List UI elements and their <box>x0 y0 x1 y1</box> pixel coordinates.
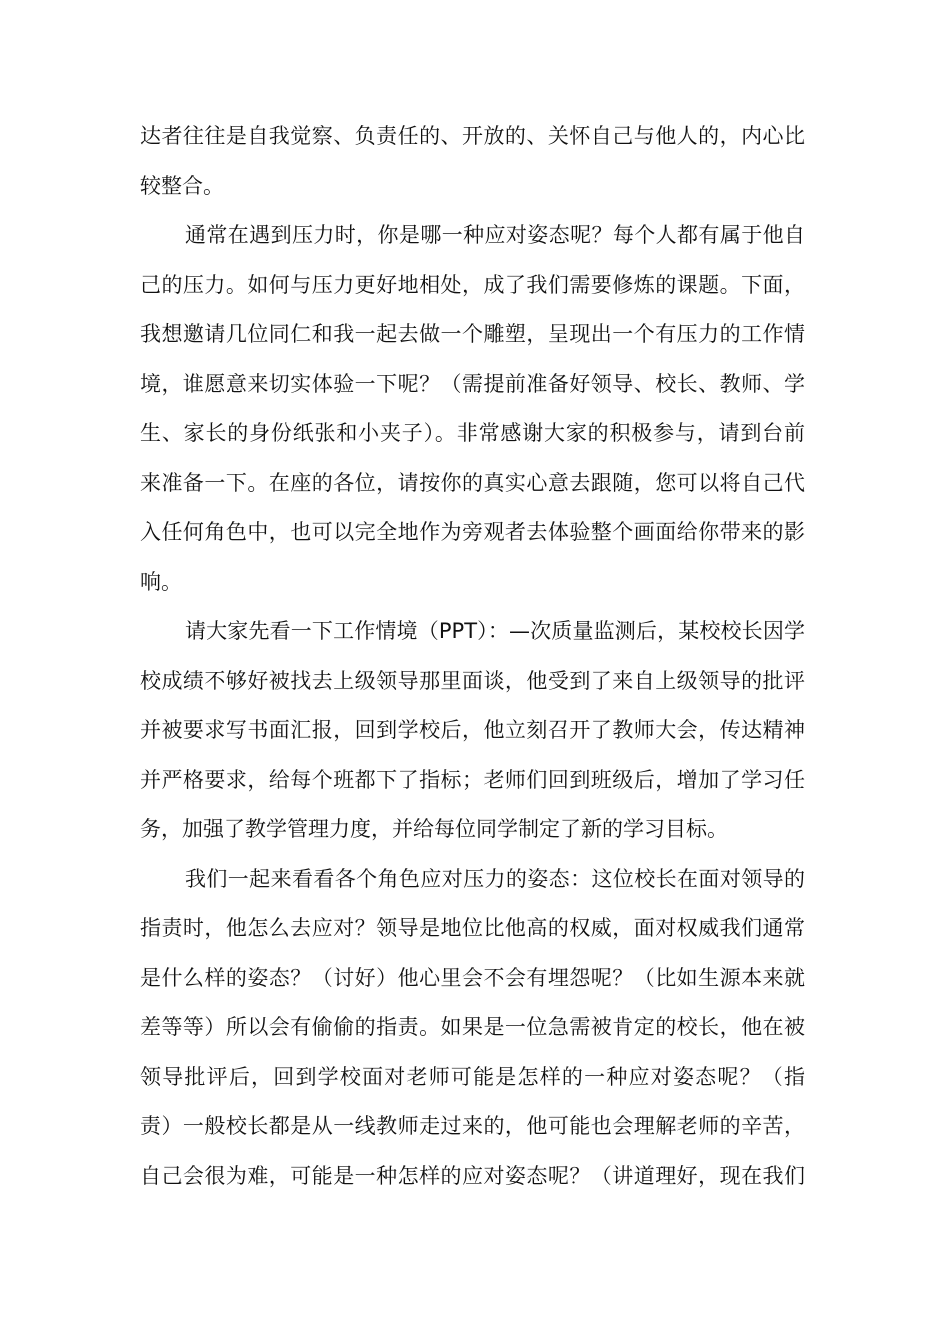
text-line: 来准备一下。在座的各位，请按你的真实心意去跟随，您可以将自己代 <box>140 470 805 495</box>
text-line: 达者往往是自我觉察、负责任的、开放的、关怀自己与他人的，内心比 <box>140 124 805 148</box>
text-line: 通常在遇到压力时，你是哪一种应对姿态呢？每个人都有属于他自 <box>185 223 805 247</box>
text-line: 响。 <box>140 569 182 594</box>
text-line: 领导批评后，回到学校面对老师可能是怎样的一种应对姿态呢？（指 <box>140 1064 805 1089</box>
text-line: 生、家长的身份纸张和小夹子）。非常感谢大家的积极参与，请到台前 <box>140 421 805 445</box>
text-line: 务，加强了教学管理力度，并给每位同学制定了新的学习目标。 <box>140 817 728 841</box>
text-line: 我想邀请几位同仁和我一起去做一个雕塑，呈现出一个有压力的工作情 <box>140 322 805 346</box>
text-line: 自己会很为难，可能是一种怎样的应对姿态呢？（讲道理好，现在我们 <box>140 1163 805 1188</box>
text-line: 差等等）所以会有偷偷的指责。如果是一位急需被肯定的校长，他在被 <box>140 1015 805 1039</box>
text-line: 较整合。 <box>140 173 224 198</box>
text-line: 请大家先看一下工作情境（PPT）：—次质量监测后，某校校长因学 <box>185 619 805 643</box>
text-line: 是什么样的姿态？（讨好）他心里会不会有埋怨呢？（比如生源本来就 <box>140 965 805 990</box>
text-line: 并严格要求，给每个班都下了指标；老师们回到班级后，增加了学习任 <box>140 767 805 792</box>
document-body <box>140 112 805 1201</box>
text-line: 责）一般校长都是从一线教师走过来的，他可能也会理解老师的辛苦， <box>140 1114 805 1138</box>
text-line: 己的压力。如何与压力更好地相处，成了我们需要修炼的课题。下面， <box>140 272 805 297</box>
text-line: 校成绩不够好被找去上级领导那里面谈，他受到了来自上级领导的批评 <box>140 668 805 693</box>
text-line: 境，谁愿意来切实体验一下呢？（需提前准备好领导、校长、教师、学 <box>140 371 805 396</box>
text-line: 指责时，他怎么去应对？领导是地位比他高的权威，面对权威我们通常 <box>140 916 805 940</box>
text-line: 入任何角色中，也可以完全地作为旁观者去体验整个画面给你带来的影 <box>140 520 805 544</box>
text-line: 并被要求写书面汇报，回到学校后，他立刻召开了教师大会，传达精神 <box>140 718 805 742</box>
text-line: 我们一起来看看各个角色应对压力的姿态：这位校长在面对领导的 <box>185 866 805 891</box>
